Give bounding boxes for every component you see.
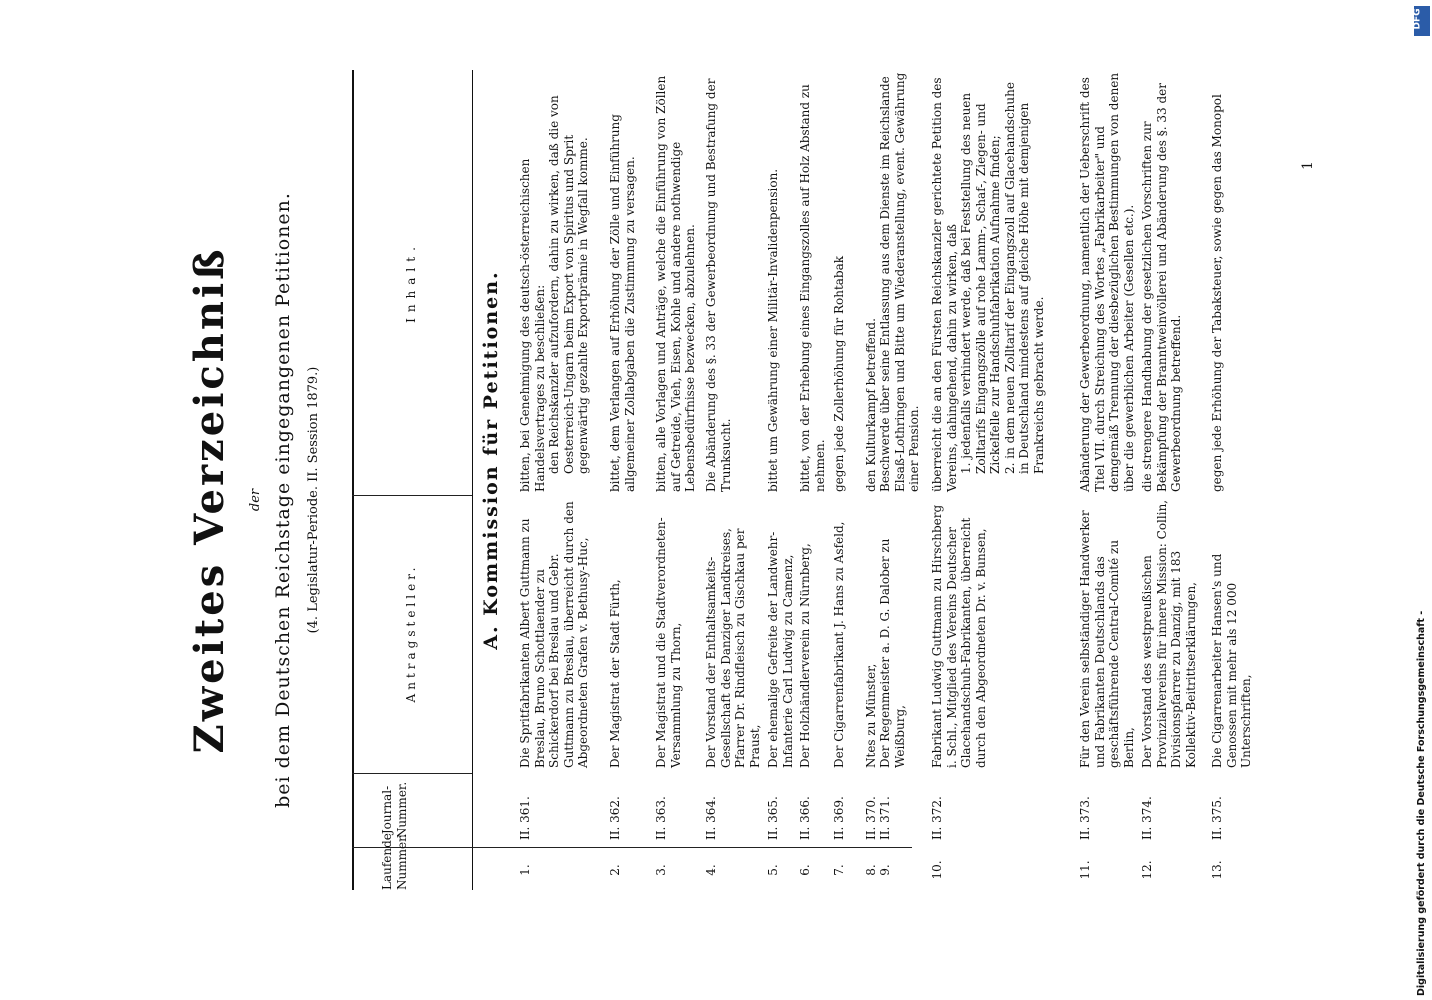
petition-subtext: den Reichskanzler aufzufordern, dahin zu wirken, daß die von Oesterreich-Ungarn beim Export von Spiritus und Sprit gegenwärtig gezahlte Exportprämie in Wegfall komme. <box>547 95 590 474</box>
session-info: (4. Legislatur-Periode. II. Session 1879.) <box>306 366 321 634</box>
petitioner: Der Vorstand des westpreußischen Provinzialvereins für innere Mission: Collin, Divisionspfarrer zu Danzig, mit 183 Kollektiv-Beitrittserklärungen, <box>1140 499 1198 768</box>
petitioner: Fabrikant Ludwig Guttmann zu Hirschberg i. Schl., Mitglied des Vereins Deutscher Glacehandschuh-Fabrikanten, überreicht durch den Abgeordneten Dr. v. Bunsen, <box>930 504 988 768</box>
journal-number: II. 373. <box>1078 796 1092 840</box>
row-number: 9. <box>878 864 892 876</box>
journal-number: II. 366. <box>798 796 812 840</box>
petition-text: bittet, dem Verlangen auf Erhöhung der Zölle und Einführung allgemeiner Zollabgaben die Zustimmung zu versagen. <box>608 114 637 492</box>
petition-text: Beschwerde über seine Entlassung aus dem Dienste im Reichslande Elsaß-Lothringen und Bitte um Wiederanstellung, event. Gewährung einer Pension. <box>878 72 921 492</box>
table-header-rule <box>472 70 473 890</box>
row-number: 10. <box>930 860 944 880</box>
petitioner: Der Cigarrenfabrikant J. Hans zu Asfeld, <box>832 521 846 768</box>
row-number: 13. <box>1210 860 1224 880</box>
petition-item: 2. in dem neuen Zolltarif der Eingangszoll auf Glacehandschuhe in Deutschland mindestens auf gleiche Höhe mit demjenigen Frankreichs gebracht werde. <box>1002 82 1046 474</box>
petitioner: Der Regenmeister a. D. G. Dalober zu Weißburg, <box>878 538 907 768</box>
journal-number: II. 369. <box>832 796 846 840</box>
journal-number: II. 375. <box>1210 796 1224 840</box>
dfg-logo-text: DFG <box>1412 8 1423 30</box>
petition-text: Abänderung der Gewerbeordnung, namentlich der Ueberschrift des Titel VII. durch Streichung des Wortes „Fabrikarbeiter" und demgemäß Trennung der diesbezüglichen Bestimmungen von denen über die gewerblichen Arbeiter (Gesellen etc.). <box>1078 72 1136 492</box>
petition-text: Die Abänderung des §. 33 der Gewerbeordnung und Bestrafung der Trunksucht. <box>704 78 733 492</box>
row-number: 12. <box>1140 860 1154 880</box>
petitioner: Für den Verein selbständiger Handwerker und Fabrikanten Deutschlands das geschäftsführende Central-Comité zu Berlin, <box>1078 510 1136 768</box>
journal-number: II. 374. <box>1140 796 1154 840</box>
digitization-note <box>1412 0 1432 1000</box>
row-number: 2. <box>608 864 622 876</box>
journal-number: II. 363. <box>654 796 668 840</box>
header-inhalt: Inhalt. <box>404 241 418 323</box>
petition-text: bittet um Gewährung einer Militär-Invalidenpension. <box>766 168 780 492</box>
row-number: 1. <box>518 864 532 876</box>
column-divider <box>352 495 472 496</box>
page-number: 1 <box>1300 161 1316 170</box>
petition-item: 1. jedenfalls verhindert werde, daß bei Feststellung des neuen Zolltarifs Eingangszölle auf rohe Lamm-, Schaf-, Ziegen- und Zickelfelle zur Handschuhfabrikation Aufnahme finden; <box>959 92 1002 474</box>
digitization-note-text: Digitalisierung gefördert durch die Deutsche Forschungsgemeinschaft - <box>1416 610 1427 996</box>
petition-text: die strengere Handhabung der gesetzlichen Vorschriften zur Bekämpfung der Branntweinvöllerei und Abänderung des §. 33 der Gewerbeordnung betreffend. <box>1140 83 1183 492</box>
row-number: 3. <box>654 864 668 876</box>
journal-number: II. 362. <box>608 796 622 840</box>
petition-content <box>930 72 1046 492</box>
petitioner: Die Spritfabrikanten Albert Guttmann zu Breslau, Bruno Schottlaender zu Schickerdorf bei Breslau und Gebr. Guttmann zu Breslau, überreicht durch den Abgeordneten Grafen v. Bethusy-Huc, <box>518 501 590 768</box>
petitioner: Ntes zu Münster, <box>864 663 878 768</box>
journal-number: II. 364. <box>704 796 718 840</box>
petitioner: Der Holzhändlerverein zu Nürnberg, <box>798 543 812 768</box>
petition-text: bittet, von der Erhebung eines Eingangszolles auf Holz Abstand zu nehmen. <box>798 84 827 492</box>
header-antragsteller: Antragsteller. <box>404 563 418 703</box>
header-journal-nummer: Journal-Nummer. <box>380 781 409 839</box>
row-number: 8. <box>864 864 878 876</box>
petitioner: Die Cigarrenarbeiter Hansen's und Genossen mit mehr als 12 000 Unterschriften, <box>1210 553 1253 768</box>
petitioner: Der Vorstand der Enthaltsamkeits-Gesellschaft des Danziger Landkreises, Pfarrer Dr. Rindfleisch zu Gischkau per Praust, <box>704 528 762 768</box>
title-connector: der <box>248 488 263 512</box>
table-top-rule <box>352 70 354 890</box>
section-title: A. Kommission für Petitionen. <box>480 270 502 650</box>
petition-text: gegen jede Zollerhöhung für Rohtabak <box>832 255 846 492</box>
petition-text: den Kulturkampf betreffend. <box>864 318 878 492</box>
petition-content <box>518 72 591 492</box>
journal-number: II. 370. <box>864 796 878 840</box>
petitioner: Der Magistrat und die Stadtverordneten-Versammlung zu Thorn, <box>654 517 683 768</box>
petition-text: gegen jede Erhöhung der Tabaksteuer, sowie gegen das Monopol <box>1210 94 1224 492</box>
row-number: 6. <box>798 864 812 876</box>
journal-number: II. 372. <box>930 796 944 840</box>
journal-number: II. 365. <box>766 796 780 840</box>
journal-number: II. 361. <box>518 796 532 840</box>
column-divider <box>352 773 472 774</box>
header-laufende-nummer: Laufende Nummer. <box>380 833 409 890</box>
document-subtitle: bei dem Deutschen Reichstage eingegangenen Petitionen. <box>272 192 294 808</box>
petitioner: Der ehemalige Gefreite der Landwehr-Infanterie Carl Ludwig zu Camenz, <box>766 531 795 768</box>
journal-number: II. 371. <box>878 796 892 840</box>
petition-text: überreicht die an den Fürsten Reichskanzler gerichtete Petition des Vereins, dahingehend, dahin zu wirken, daß <box>930 77 959 492</box>
petitioner: Der Magistrat der Stadt Fürth, <box>608 579 622 768</box>
row-number: 7. <box>832 864 846 876</box>
row-number: 4. <box>704 864 718 876</box>
row-number: 5. <box>766 864 780 876</box>
row-number: 11. <box>1078 860 1092 880</box>
petition-text: bitten, bei Genehmigung des deutsch-österreichischen Handelsvertrages zu beschließen: <box>518 158 547 492</box>
column-divider <box>352 847 912 848</box>
document-title: Zweites Verzeichniß <box>186 246 233 754</box>
petition-text: bitten, alle Vorlagen und Anträge, welche die Einführung von Zöllen auf Getreide, Vieh, Eisen, Kohle und andere nothwendige Lebensbedürfnisse bezwecken, abzulehnen. <box>654 75 697 492</box>
dfg-logo <box>1414 6 1430 36</box>
